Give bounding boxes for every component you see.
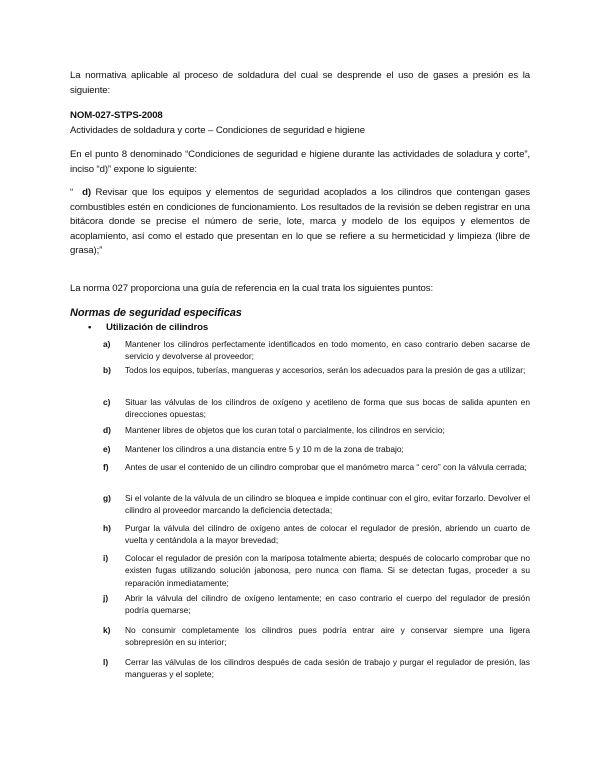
quote-letter: d) <box>82 187 92 198</box>
list-item-text: Colocar el regulador de presión con la mariposa totalmente abierta; después de colocarlo comprobar que no existen fugas utilizando solución jabonosa, pero nunca con flama. Si se detectan fugas, proceder a su reparación inmediatamente; <box>125 553 530 588</box>
list-item-text: Si el volante de la válvula de un cilindro se bloquea e impide continuar con el giro, evitar forzarlo. Devolver el cilindro al proveedor marcando la deficiencia detectada; <box>125 493 530 516</box>
guide-paragraph: La norma 027 proporciona una guía de referencia en la cual trata los siguientes puntos: <box>70 283 434 294</box>
list-item-letter: a) <box>103 339 111 349</box>
list-item-letter: d) <box>103 425 111 435</box>
norm-code: NOM-027-STPS-2008 <box>70 110 163 121</box>
list-item-letter: c) <box>103 397 111 407</box>
list-item-letter: e) <box>103 444 111 454</box>
quote-paragraph <box>70 186 530 259</box>
list-item-letter: b) <box>103 365 111 375</box>
list-item-text: Mantener los cilindros a una distancia entre 5 y 10 m de la zona de trabajo; <box>125 444 404 454</box>
section-title: Normas de seguridad especificas <box>70 307 242 319</box>
list-item-text: Mantener los cilindros perfectamente identificados en todo momento, en caso contrario deben sacarse de servicio y devolverse al proveedor; <box>125 339 530 362</box>
list-item-letter: g) <box>103 493 111 503</box>
norm-title: Actividades de soldadura y corte – Condiciones de seguridad e higiene <box>70 125 365 136</box>
list-item-text: Antes de usar el contenido de un cilindro comprobar que el manómetro marca “ cero” con la válvula cerrada; <box>125 462 527 472</box>
bullet-label: Utilización de cilindros <box>106 322 209 333</box>
bullet-utilizacion <box>88 321 528 336</box>
point8-paragraph: En el punto 8 denominado “Condiciones de seguridad e higiene durante las actividades de soladura y corte”, inciso “d)” expone lo siguiente: <box>70 149 530 175</box>
list-item-text: Mantener libres de objetos que los curan total o parcialmente, los cilindros en servicio; <box>125 425 445 435</box>
list-item-text: No consumir completamente los cilindros pues podría entrar aire y conservar siempre una ligera sobrepresión en su interior; <box>125 625 530 648</box>
list-item-letter: h) <box>103 523 111 533</box>
list-item-letter: f) <box>103 462 109 472</box>
quote-text: Revisar que los equipos y elementos de seguridad acoplados a los cilindros que contengan gases combustibles estén en condiciones de funcionamiento. Los resultados de la revisión se deben registrar en una bitácora donde se precise el número de serie, lote, marca y modelo de los equipos y elementos de acoplamiento, así como el estado que presentan en lo que se refiere a su hermeticidad y limpieza (libre de grasa);” <box>70 187 530 256</box>
quote-open: “ <box>70 187 74 198</box>
list-item-text: Purgar la válvula del cilindro de oxígeno antes de colocar el regulador de presión, abriendo un cuarto de vuelta y centándola a la mayor brevedad; <box>125 523 530 546</box>
list-item-text: Cerrar las válvulas de los cilindros después de cada sesión de trabajo y purgar el regulador de presión, las mangueras y el soplete; <box>125 657 530 680</box>
list-item-letter: j) <box>103 593 109 603</box>
bullet-icon: • <box>88 322 92 333</box>
list-item-text: Abrir la válvula del cilindro de oxígeno lentamente; en caso contrario el cuerpo del regulador de presión podría quemarse; <box>125 593 530 616</box>
list-item-text: Situar las válvulas de los cilindros de oxígeno y acetileno de forma que sus bocas de salida apunten en direcciones opuestas; <box>125 397 530 420</box>
list-item-text: Todos los equipos, tuberías, mangueras y accesorios, serán los adecuados para la presión de gas a utilizar; <box>125 365 526 375</box>
list-item-letter: k) <box>103 625 111 635</box>
list-item-letter: i) <box>103 553 109 563</box>
intro-paragraph: La normativa aplicable al proceso de soldadura del cual se desprende el uso de gases a presión es la siguiente: <box>70 70 530 96</box>
list-item-letter: l) <box>103 657 109 667</box>
